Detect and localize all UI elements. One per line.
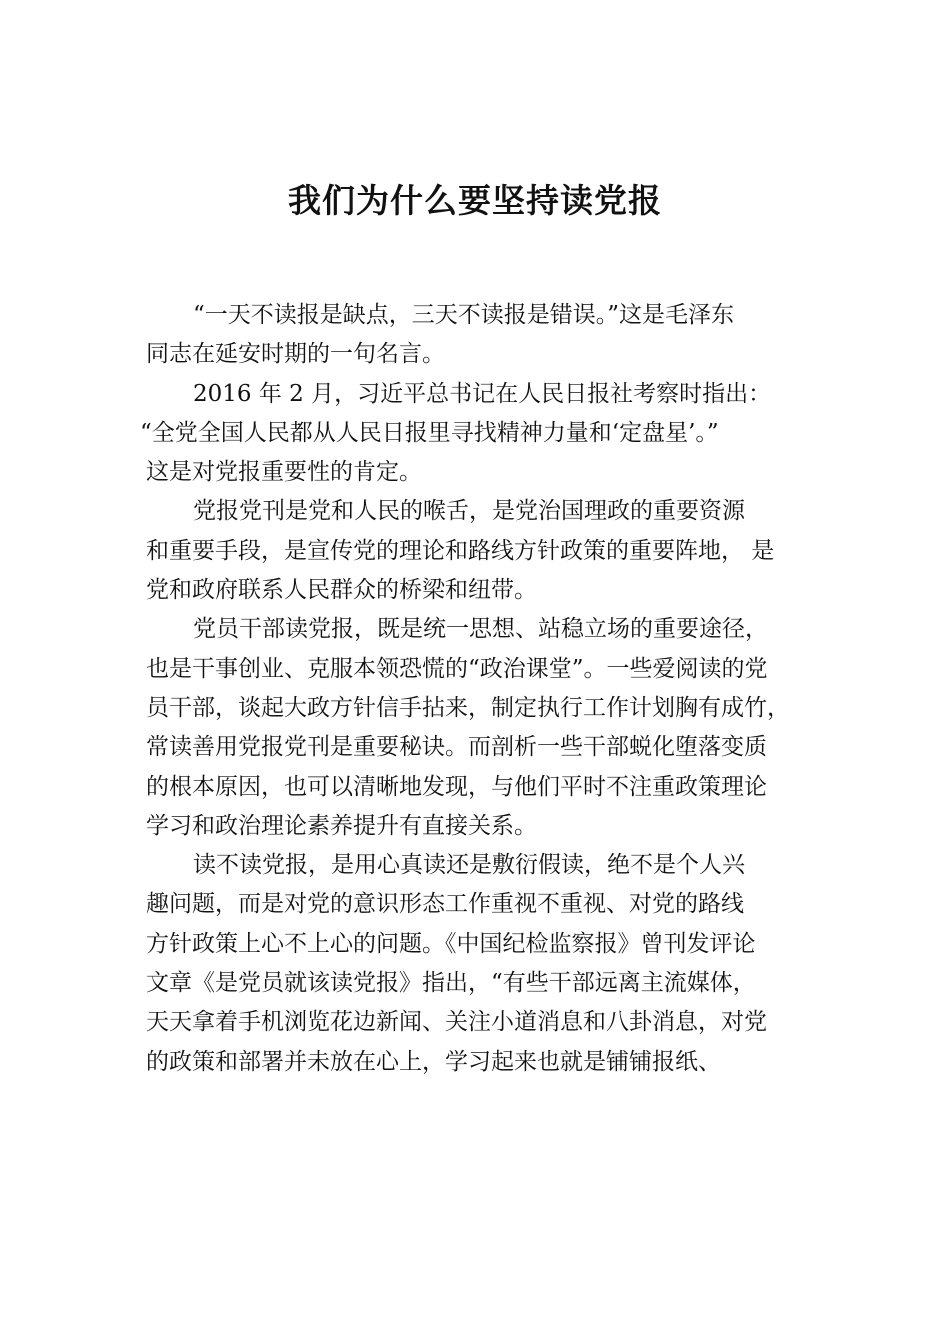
paragraph-line: 员干部，谈起大政方针信手拈来，制定执行工作计划胸有成竹，	[146, 694, 790, 721]
paragraph-line: 党员干部读党报，既是统一思想、站稳立场的重要途径，	[193, 616, 768, 643]
paragraph-line: 党报党刊是党和人民的喉舌，是党治国理政的重要资源	[193, 498, 745, 525]
paragraph-line: 的根本原因，也可以清晰地发现，与他们平时不注重政策理论	[146, 773, 767, 800]
paragraph-line: 常读善用党报党刊是重要秘诀。而剖析一些干部蜕化堕落变质	[146, 734, 767, 761]
paragraph-line: 也是干事创业、克服本领恐慌的“政治课堂”。一些爱阅读的党	[146, 655, 768, 682]
paragraph-line: “全党全国人民都从人民日报里寻找精神力量和‘定盘星’。”	[140, 419, 719, 446]
paragraph-line: 趣问题，而是对党的意识形态工作重视不重视、对党的路线	[146, 891, 744, 918]
paragraph-line: 党和政府联系人民群众的桥梁和纽带。	[146, 577, 537, 604]
article-body	[140, 296, 816, 1082]
paragraph-line: 和重要手段，是宣传党的理论和路线方针政策的重要阵地， 是	[146, 537, 775, 564]
paragraph-line: 方针政策上心不上心的问题。《中国纪检监察报》曾刊发评论	[146, 930, 756, 957]
paragraph-line: “一天不读报是缺点，三天不读报是错误。”这是毛泽东	[193, 302, 735, 328]
page-title: 我们为什么要坚持读党报	[288, 181, 662, 220]
paragraph-line: 读不读党报，是用心真读还是敷衍假读，绝不是个人兴	[193, 852, 745, 879]
paragraph-line: 学习和政治理论素养提升有直接关系。	[146, 812, 537, 839]
paragraph-line: 2016 年 2 月，习近平总书记在人民日报社考察时指出：	[193, 380, 772, 407]
paragraph-line: 这是对党报重要性的肯定。	[146, 459, 422, 486]
paragraph-line: 同志在延安时期的一句名言。	[146, 341, 445, 368]
paragraph-line: 文章《是党员就该读党报》指出，“有些干部远离主流媒体，	[146, 970, 756, 997]
paragraph-line: 的政策和部署并未放在心上，学习起来也就是铺铺报纸、	[146, 1048, 721, 1075]
paragraph-line: 天天拿着手机浏览花边新闻、关注小道消息和八卦消息，对党	[146, 1009, 767, 1036]
